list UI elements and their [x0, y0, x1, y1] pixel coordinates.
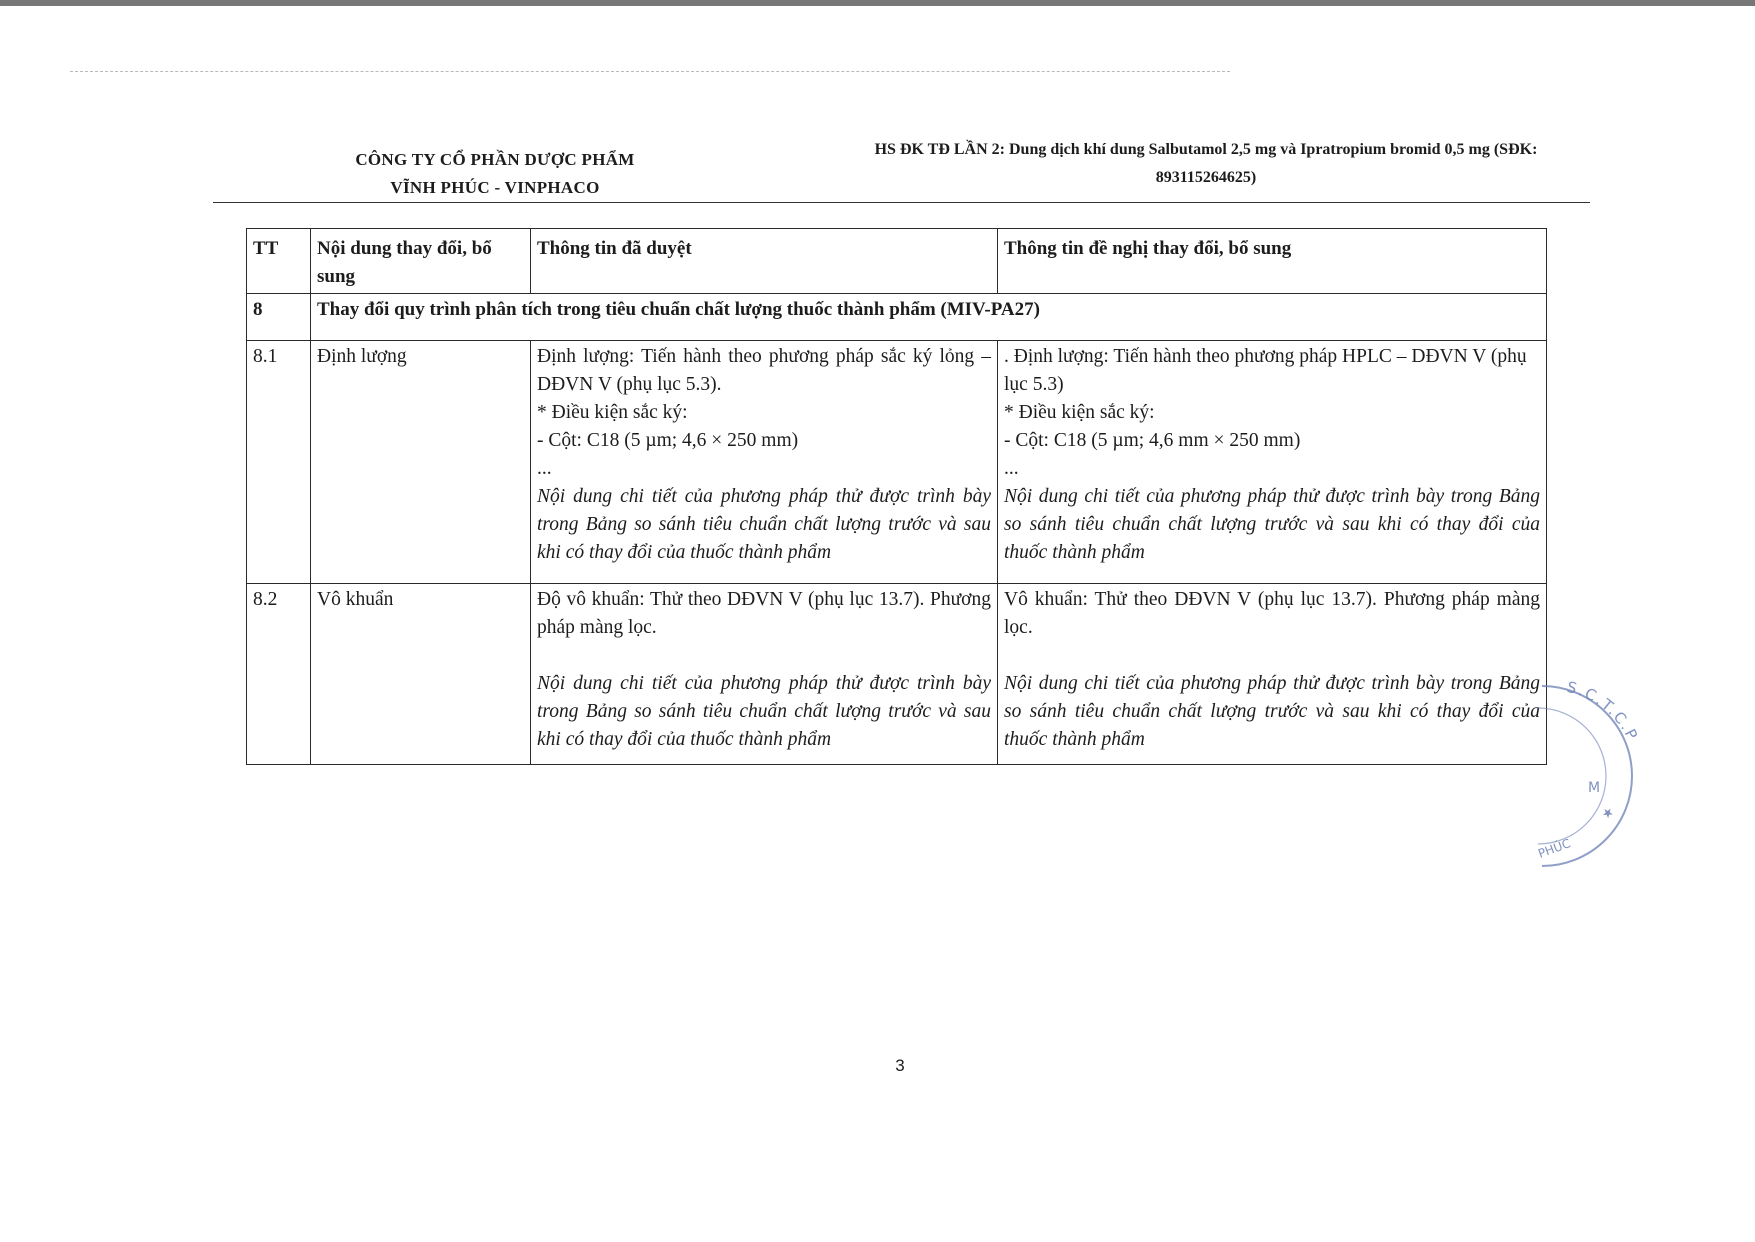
column-header-tt: TT: [247, 229, 311, 294]
approved-detail-note: Nội dung chi tiết của phương pháp thử được trình bày trong Bảng so sánh tiêu chuẩn chất lượng trước và sau khi có thay đổi của thuốc thành phẩm: [537, 486, 991, 563]
approved-detail-note: Nội dung chi tiết của phương pháp thử được trình bày trong Bảng so sánh tiêu chuẩn chất lượng trước và sau khi có thay đổi của thuốc thành phẩm: [537, 673, 991, 750]
approved-sterility-text: Độ vô khuẩn: Thử theo DĐVN V (phụ lục 13.7). Phương pháp màng lọc.: [537, 589, 991, 638]
section-number: 8: [247, 294, 311, 341]
row-item: Định lượng: [311, 341, 531, 584]
section-row: [247, 294, 1547, 341]
approved-ellipsis: ...: [537, 458, 552, 479]
proposed-detail-note: Nội dung chi tiết của phương pháp thử được trình bày trong Bảng so sánh tiêu chuẩn chất lượng trước và sau khi có thay đổi của thuốc thành phẩm: [1004, 486, 1540, 563]
row-number: 8.2: [247, 584, 311, 765]
header-divider: [213, 202, 1590, 203]
company-subname: VĨNH PHÚC - VINPHACO: [390, 178, 600, 197]
proposed-method-text: . Định lượng: Tiến hành theo phương pháp HPLC – DĐVN V (phụ lục 5.3): [1004, 346, 1527, 395]
dossier-header: [826, 136, 1586, 192]
approved-conditions-text: * Điều kiện sắc ký:: [537, 402, 688, 423]
company-header: [330, 146, 660, 202]
paragraph-gap: [1004, 642, 1540, 670]
proposed-ellipsis: ...: [1004, 458, 1019, 479]
approved-column-text: - Cột: C18 (5 µm; 4,6 × 250 mm): [537, 430, 799, 451]
proposed-conditions-text: * Điều kiện sắc ký:: [1004, 402, 1155, 423]
table-row: [247, 341, 1547, 584]
seal-side-letter: M: [1588, 780, 1601, 796]
dossier-title: HS ĐK TĐ LẦN 2: Dung dịch khí dung Salbutamol 2,5 mg và Ipratropium bromid 0,5 mg (SĐK:: [874, 141, 1538, 158]
seal-arc-text: S.C.T.C.P: [1565, 677, 1642, 745]
seal-bottom-text: PHÚC: [1536, 836, 1573, 861]
approved-method-text: Định lượng: Tiến hành theo phương pháp sắc ký lỏng – DĐVN V (phụ lục 5.3).: [537, 346, 991, 395]
scan-artifact-line: [70, 71, 1230, 72]
scan-top-edge: [0, 0, 1755, 6]
company-seal-stamp: [1480, 672, 1650, 872]
row-item: Vô khuẩn: [311, 584, 531, 765]
column-header-proposed-info: Thông tin đề nghị thay đổi, bổ sung: [998, 229, 1547, 294]
proposed-column-text: - Cột: C18 (5 µm; 4,6 mm × 250 mm): [1004, 430, 1301, 451]
change-table: [246, 228, 1547, 765]
proposed-info-cell: [998, 341, 1547, 584]
column-header-change-content: Nội dung thay đổi, bổ sung: [311, 229, 531, 294]
page-number: 3: [895, 1056, 905, 1075]
paragraph-gap: [537, 642, 991, 670]
proposed-info-cell: [998, 584, 1547, 765]
proposed-sterility-text: Vô khuẩn: Thử theo DĐVN V (phụ lục 13.7). Phương pháp màng lọc.: [1004, 589, 1540, 638]
column-header-approved-info: Thông tin đã duyệt: [531, 229, 998, 294]
dossier-registration: 893115264625): [1155, 169, 1257, 186]
row-number: 8.1: [247, 341, 311, 584]
approved-info-cell: [531, 584, 998, 765]
section-title: Thay đổi quy trình phân tích trong tiêu chuẩn chất lượng thuốc thành phẩm (MIV-PA27): [311, 294, 1547, 341]
company-name: CÔNG TY CỔ PHẦN DƯỢC PHẨM: [355, 150, 635, 169]
proposed-detail-note: Nội dung chi tiết của phương pháp thử được trình bày trong Bảng so sánh tiêu chuẩn chất lượng trước và sau khi có thay đổi của thuốc thành phẩm: [1004, 673, 1540, 750]
table-row: [247, 584, 1547, 765]
table-header-row: [247, 229, 1547, 294]
approved-info-cell: [531, 341, 998, 584]
seal-star-icon: ★: [1598, 804, 1618, 824]
